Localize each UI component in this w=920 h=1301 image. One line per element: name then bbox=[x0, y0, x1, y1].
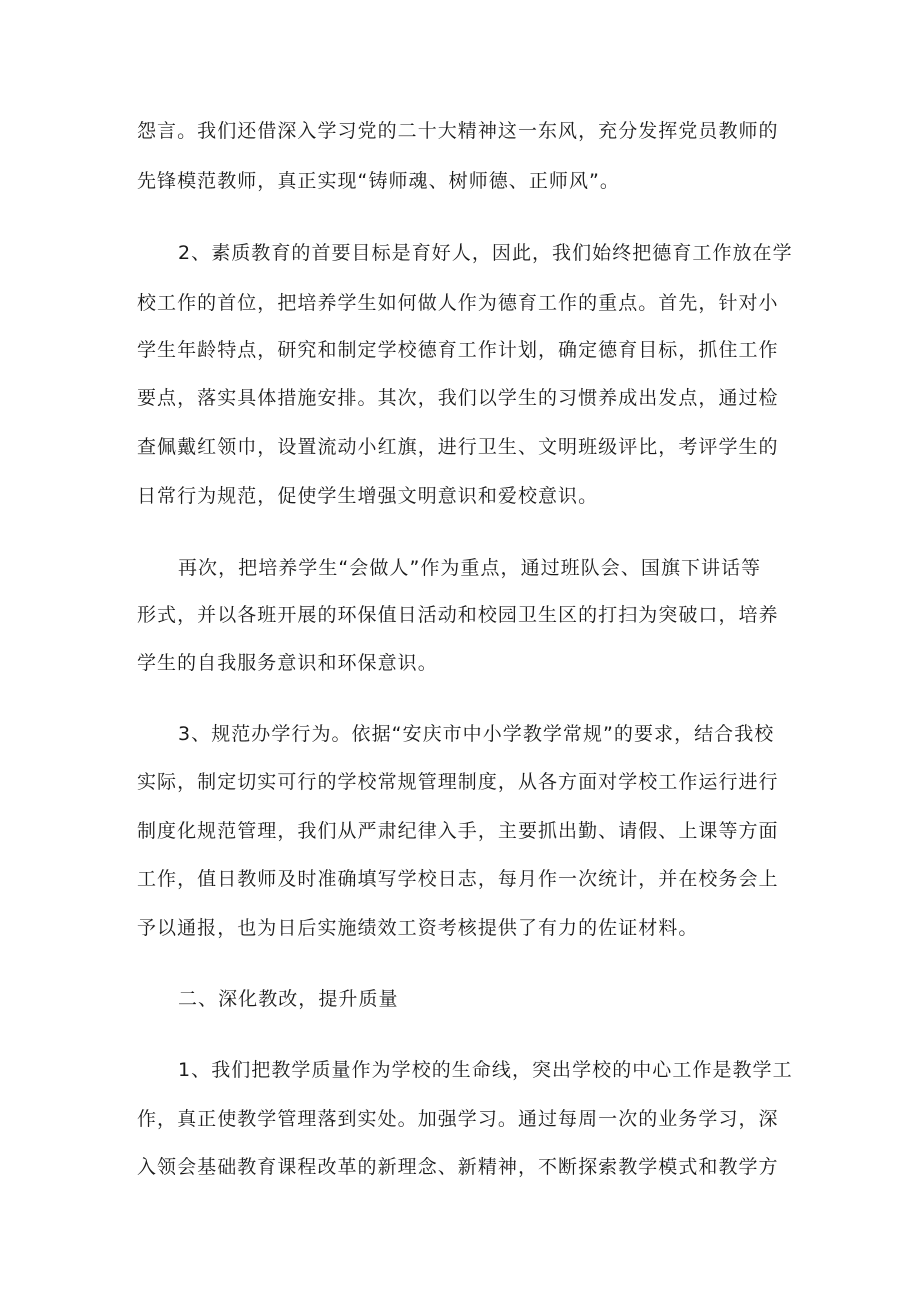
paragraph-line: 怨言。我们还借深入学习党的二十大精神这一东风，充分发挥党员教师的 bbox=[137, 120, 779, 142]
paragraph-line: 校工作的首位，把培养学生如何做人作为德育工作的重点。首先，针对小 bbox=[137, 292, 779, 314]
paragraph-line: 3、规范办学行为。依据“安庆市中小学教学常规”的要求，结合我校 bbox=[178, 723, 775, 745]
paragraph-line: 1、我们把教学质量作为学校的生命线，突出学校的中心工作是教学工 bbox=[178, 1059, 793, 1081]
paragraph-line: 日常行为规范，促使学生增强文明意识和爱校意识。 bbox=[137, 485, 599, 507]
paragraph-line: 学生的自我服务意识和环保意识。 bbox=[137, 652, 438, 674]
paragraph-line: 2、素质教育的首要目标是育好人，因此，我们始终把德育工作放在学 bbox=[178, 242, 793, 264]
paragraph-line: 入领会基础教育课程改革的新理念、新精神，不断探索教学模式和教学方 bbox=[137, 1156, 779, 1178]
paragraph-line: 学生年龄特点，研究和制定学校德育工作计划，确定德育目标，抓住工作 bbox=[137, 339, 779, 361]
paragraph-line: 作，真正使教学管理落到实处。加强学习。通过每周一次的业务学习，深 bbox=[137, 1108, 779, 1130]
paragraph-line: 要点，落实具体措施安排。其次，我们以学生的习惯养成出发点，通过检 bbox=[137, 387, 779, 409]
section-heading: 二、深化教改，提升质量 bbox=[178, 988, 399, 1010]
paragraph-line: 再次，把培养学生“会做人”作为重点，通过班队会、国旗下讲话等 bbox=[178, 557, 762, 579]
paragraph-line: 工作，值日教师及时准确填写学校日志，每月作一次统计，并在校务会上 bbox=[137, 868, 779, 890]
paragraph-line: 查佩戴红领巾，设置流动小红旗，进行卫生、文明班级评比，考评学生的 bbox=[137, 436, 779, 458]
paragraph-line: 予以通报，也为日后实施绩效工资考核提供了有力的佐证材料。 bbox=[137, 917, 699, 939]
paragraph-line: 实际，制定切实可行的学校常规管理制度，从各方面对学校工作运行进行 bbox=[137, 771, 779, 793]
paragraph-line: 形式，并以各班开展的环保值日活动和校园卫生区的打扫为突破口，培养 bbox=[137, 604, 779, 626]
paragraph-line: 制度化规范管理，我们从严肃纪律入手，主要抓出勤、请假、上课等方面 bbox=[137, 820, 779, 842]
paragraph-line: 先锋模范教师，真正实现“铸师魂、树师德、正师风”。 bbox=[137, 170, 620, 192]
